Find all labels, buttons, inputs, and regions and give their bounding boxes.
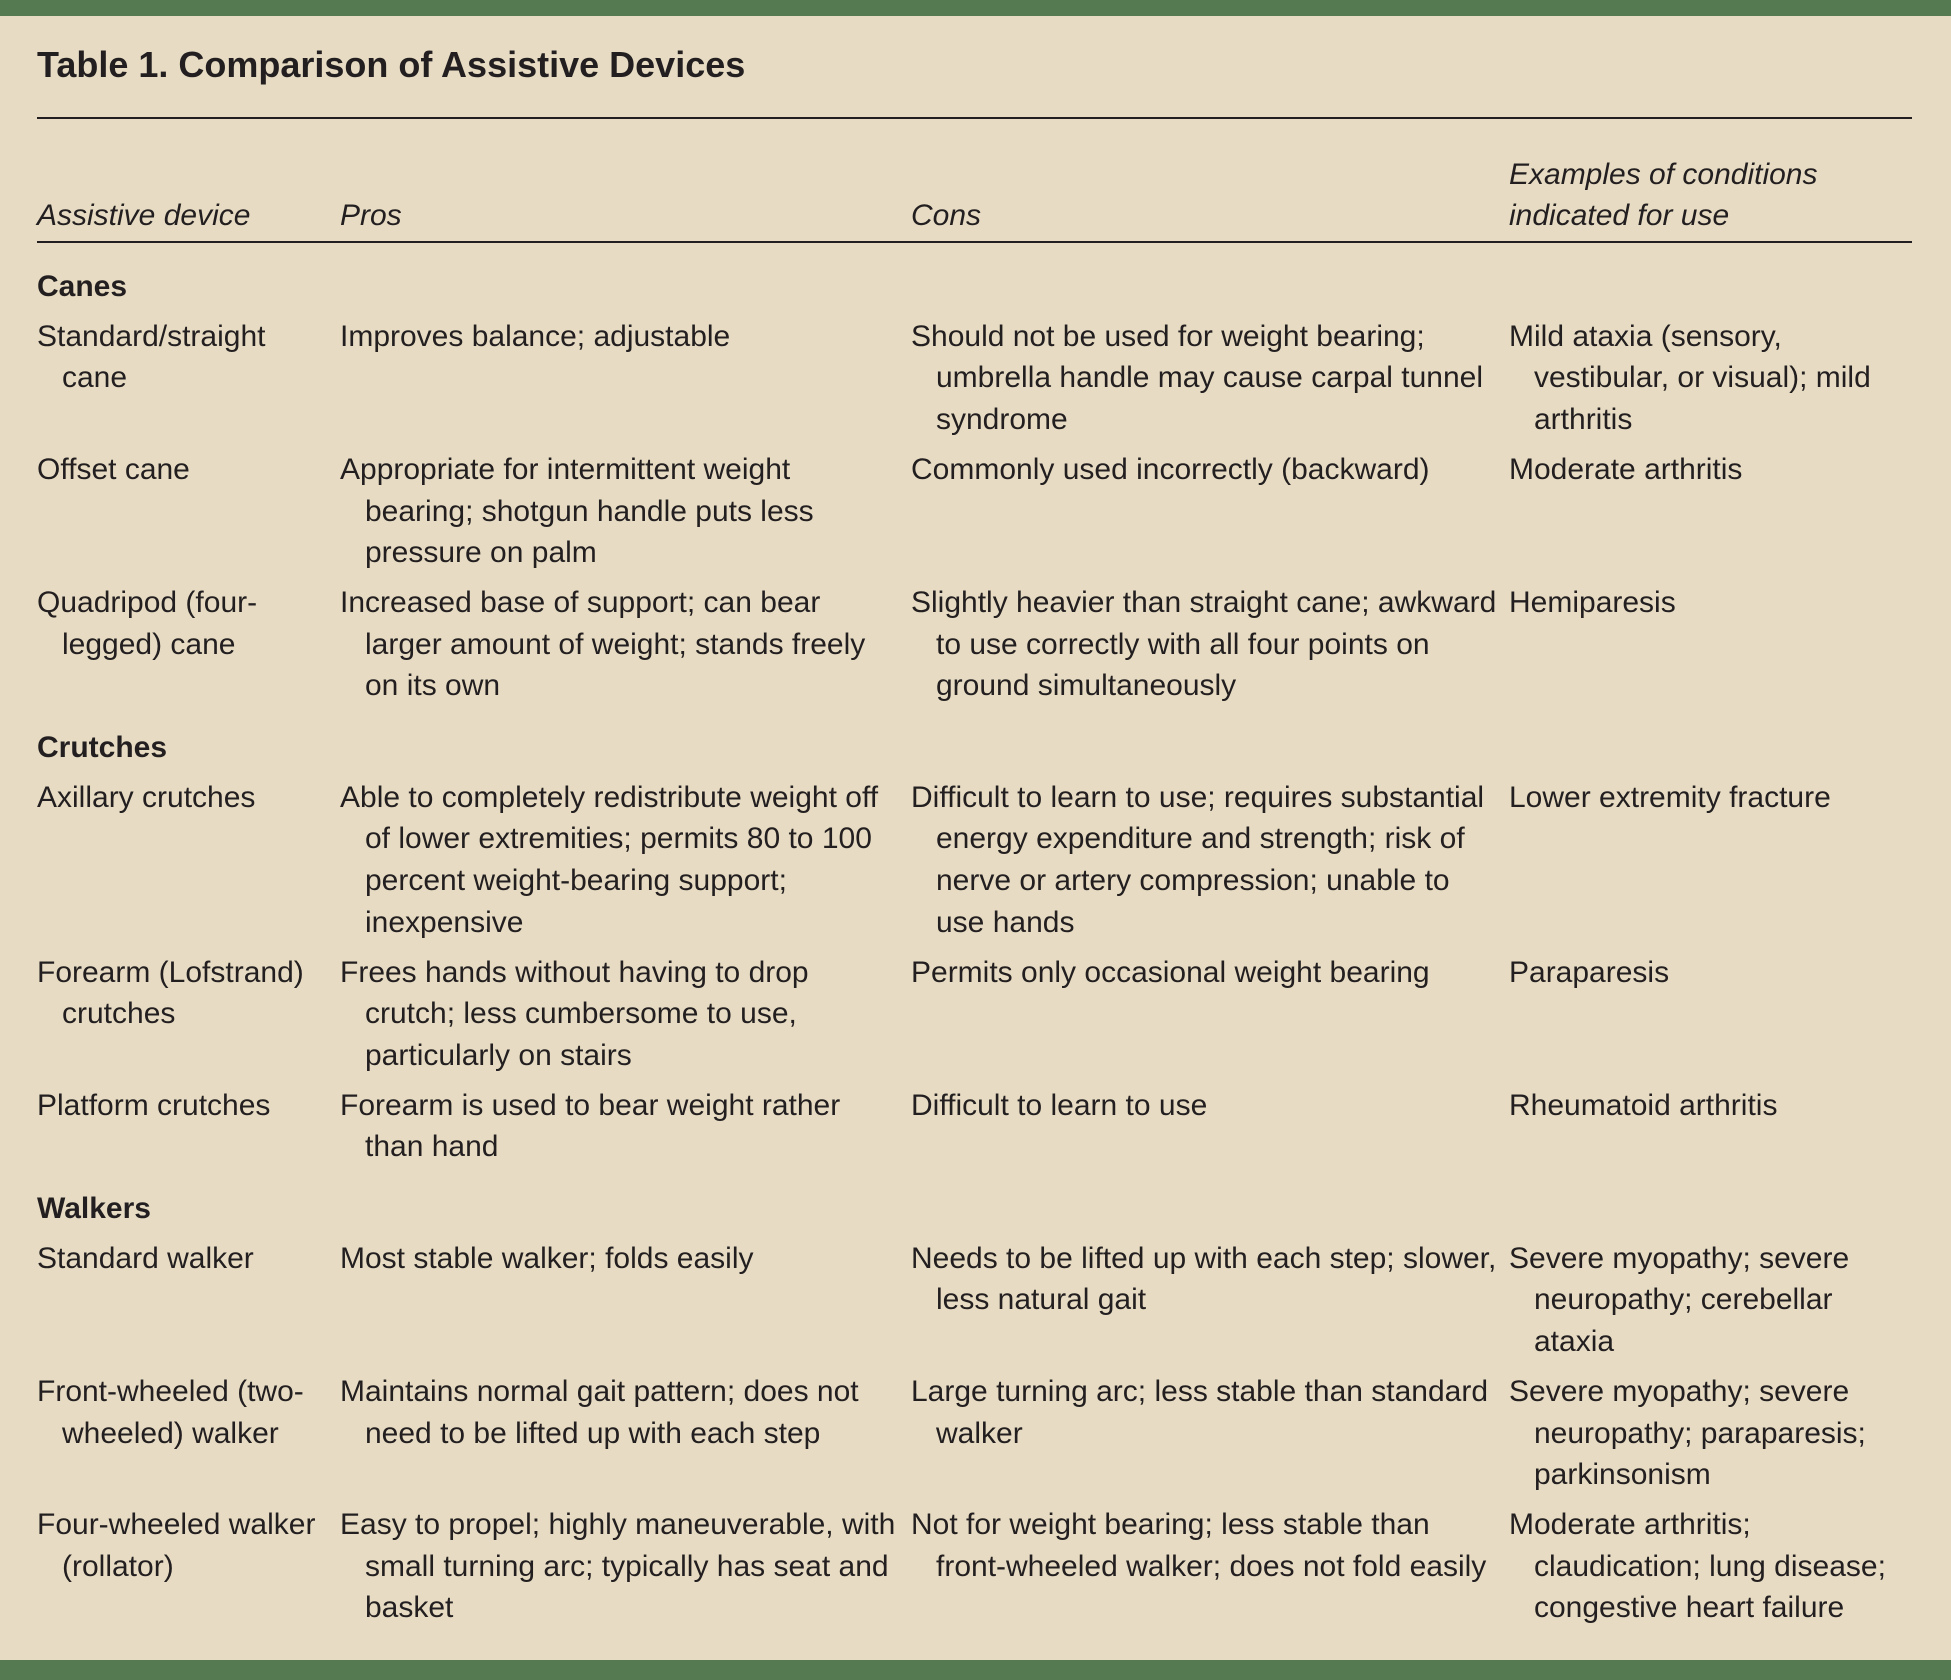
table-header (37, 150, 1912, 236)
cell-cons: Commonly used incorrectly (backward) (911, 452, 1430, 486)
cell-device: Four-wheeled walker (rollator) (37, 1507, 316, 1583)
table-row (37, 449, 1912, 582)
cell-pros: Maintains normal gait pattern; does not need to be lifted up with each step (340, 1374, 859, 1450)
table-row (37, 1238, 1912, 1371)
cell-device: Offset cane (37, 452, 190, 486)
cell-pros: Easy to propel; highly maneuverable, with small turning arc; typically has seat and basket (340, 1507, 896, 1625)
header-conditions: Examples of conditions indicated for use (1509, 158, 1818, 232)
bottom-border (0, 1660, 1951, 1680)
cell-cons: Difficult to learn to use (911, 1088, 1208, 1122)
cell-pros: Appropriate for intermittent weight bearing; shotgun handle puts less pressure on palm (340, 452, 814, 570)
cell-cons: Difficult to learn to use; requires substantial energy expenditure and strength; risk of nerve or artery compression; unable to use hands (911, 780, 1485, 939)
header-divider (37, 241, 1912, 243)
cell-device: Standard/straight cane (37, 319, 266, 395)
top-border (0, 0, 1951, 16)
cell-pros: Forearm is used to bear weight rather than hand (340, 1088, 841, 1164)
cell-conditions: Hemiparesis (1509, 585, 1676, 619)
cell-device: Platform crutches (37, 1088, 271, 1122)
section-heading: Canes (37, 270, 128, 303)
cell-conditions: Moderate arthritis (1509, 452, 1743, 486)
table-row (37, 1085, 1912, 1176)
cell-pros: Able to completely redistribute weight off of lower extremities; permits 80 to 100 percent weight-bearing support; inexpensive (340, 780, 879, 939)
header-assistive-device: Assistive device (37, 199, 251, 232)
cell-conditions: Rheumatoid arthritis (1509, 1088, 1778, 1122)
cell-cons: Slightly heavier than straight cane; awkward to use correctly with all four points on ground simultaneously (911, 585, 1497, 703)
cell-device: Axillary crutches (37, 780, 256, 814)
header-cons: Cons (911, 199, 982, 232)
table-row (37, 1504, 1912, 1637)
cell-pros: Frees hands without having to drop crutch; less cumbersome to use, particularly on stairs (340, 955, 809, 1072)
cell-conditions: Lower extremity fracture (1509, 780, 1831, 814)
cell-conditions: Severe myopathy; severe neuropathy; cerebellar ataxia (1509, 1241, 1850, 1359)
cell-device: Standard walker (37, 1241, 254, 1275)
cell-conditions: Mild ataxia (sensory, vestibular, or visual); mild arthritis (1509, 319, 1871, 437)
table-body (37, 266, 1912, 1637)
cell-cons: Large turning arc; less stable than standard walker (911, 1374, 1489, 1450)
cell-cons: Should not be used for weight bearing; umbrella handle may cause carpal tunnel syndrome (911, 319, 1483, 437)
cell-conditions: Paraparesis (1509, 955, 1670, 989)
cell-device: Quadripod (four-legged) cane (37, 585, 258, 661)
cell-cons: Not for weight bearing; less stable than front-wheeled walker; does not fold easily (911, 1507, 1487, 1583)
section-heading: Crutches (37, 731, 168, 765)
table-title: Table 1. Comparison of Assistive Devices (37, 44, 746, 85)
header-pros: Pros (340, 199, 402, 232)
table-row (37, 777, 1912, 952)
cell-conditions: Severe myopathy; severe neuropathy; paraparesis; parkinsonism (1509, 1374, 1866, 1492)
cell-pros: Improves balance; adjustable (340, 319, 731, 353)
title-divider (37, 117, 1912, 119)
cell-pros: Increased base of support; can bear larger amount of weight; stands freely on its own (340, 585, 866, 703)
section-heading: Walkers (37, 1192, 151, 1226)
table-row (37, 952, 1912, 1085)
cell-cons: Needs to be lifted up with each step; slower, less natural gait (911, 1241, 1497, 1317)
table-row (37, 1371, 1912, 1504)
cell-pros: Most stable walker; folds easily (340, 1241, 754, 1275)
cell-conditions: Moderate arthritis; claudication; lung disease; congestive heart failure (1509, 1507, 1886, 1625)
table-row (37, 316, 1912, 449)
table-row (37, 582, 1912, 715)
cell-cons: Permits only occasional weight bearing (911, 955, 1430, 989)
cell-device: Forearm (Lofstrand) crutches (37, 955, 304, 1031)
cell-device: Front-wheeled (two-wheeled) walker (37, 1374, 304, 1450)
